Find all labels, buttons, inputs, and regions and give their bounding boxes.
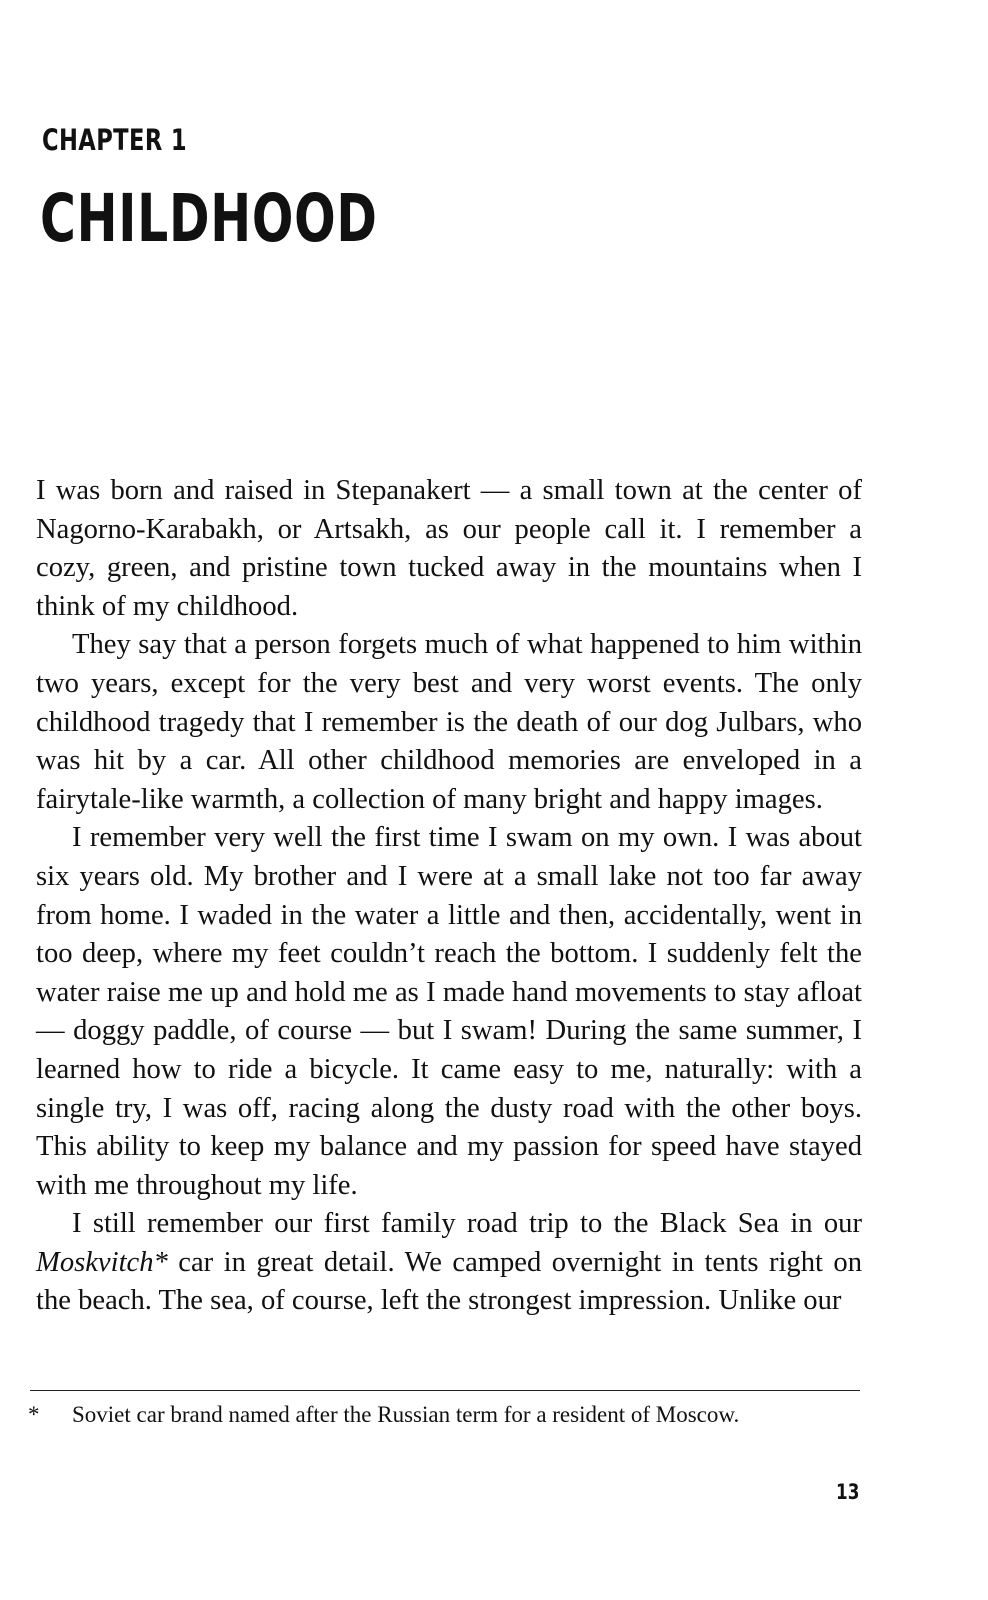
paragraph-3: I remember very well the first time I swam on my own. I was about six years old. My brother and I were at a small lake not too far away from home. I waded in the water a little and then, accidentally, went in too deep, where my feet couldn’t reach the bottom. I suddenly felt the water raise me up and hold me as I made hand movements to stay afloat — doggy paddle, of course — but I swam! During the same summer, I learned how to ride a bicycle. It came easy to me, naturally: with a single try, I was off, racing along the dusty road with the other boys. This ability to keep my balance and my passion for speed have stayed with me throughout my life. bbox=[36, 822, 862, 1201]
paragraph-4 bbox=[36, 1205, 862, 1321]
footnote-text: Soviet car brand named after the Russian term for a resident of Moscow. bbox=[72, 1402, 740, 1427]
footnote-mark: * bbox=[28, 1402, 40, 1427]
chapter-label: CHAPTER 1 bbox=[42, 123, 188, 157]
paragraph-4-end: car in great detail. We camped overnight in tents right on the beach. The sea, of course, left the strongest impression. Unlike our bbox=[36, 1246, 862, 1317]
paragraph-4-start: I still remember our first family road trip to the Black Sea in our bbox=[72, 1208, 862, 1240]
paragraph-1: I was born and raised in Stepanakert — a small town at the center of Nagorno-Karabakh, or Artsakh, as our people call it. I remember a cozy, green, and pristine town tucked away in the mountains when I think of my childhood. bbox=[36, 475, 862, 622]
footnote bbox=[28, 1400, 868, 1430]
chapter-title: CHILDHOOD bbox=[40, 180, 378, 257]
page-number: 13 bbox=[836, 1480, 860, 1504]
footnote-reference-term: Moskvitch* bbox=[36, 1246, 168, 1278]
body-text bbox=[36, 472, 862, 1321]
footnote-divider bbox=[30, 1390, 860, 1391]
paragraph-2: They say that a person forgets much of what happened to him within two years, except for the very best and very worst events. The only childhood tragedy that I remember is the death of our dog Julbars, who was hit by a car. All other childhood memories are enveloped in a fairytale-like warmth, a collection of many bright and happy images. bbox=[36, 629, 862, 815]
